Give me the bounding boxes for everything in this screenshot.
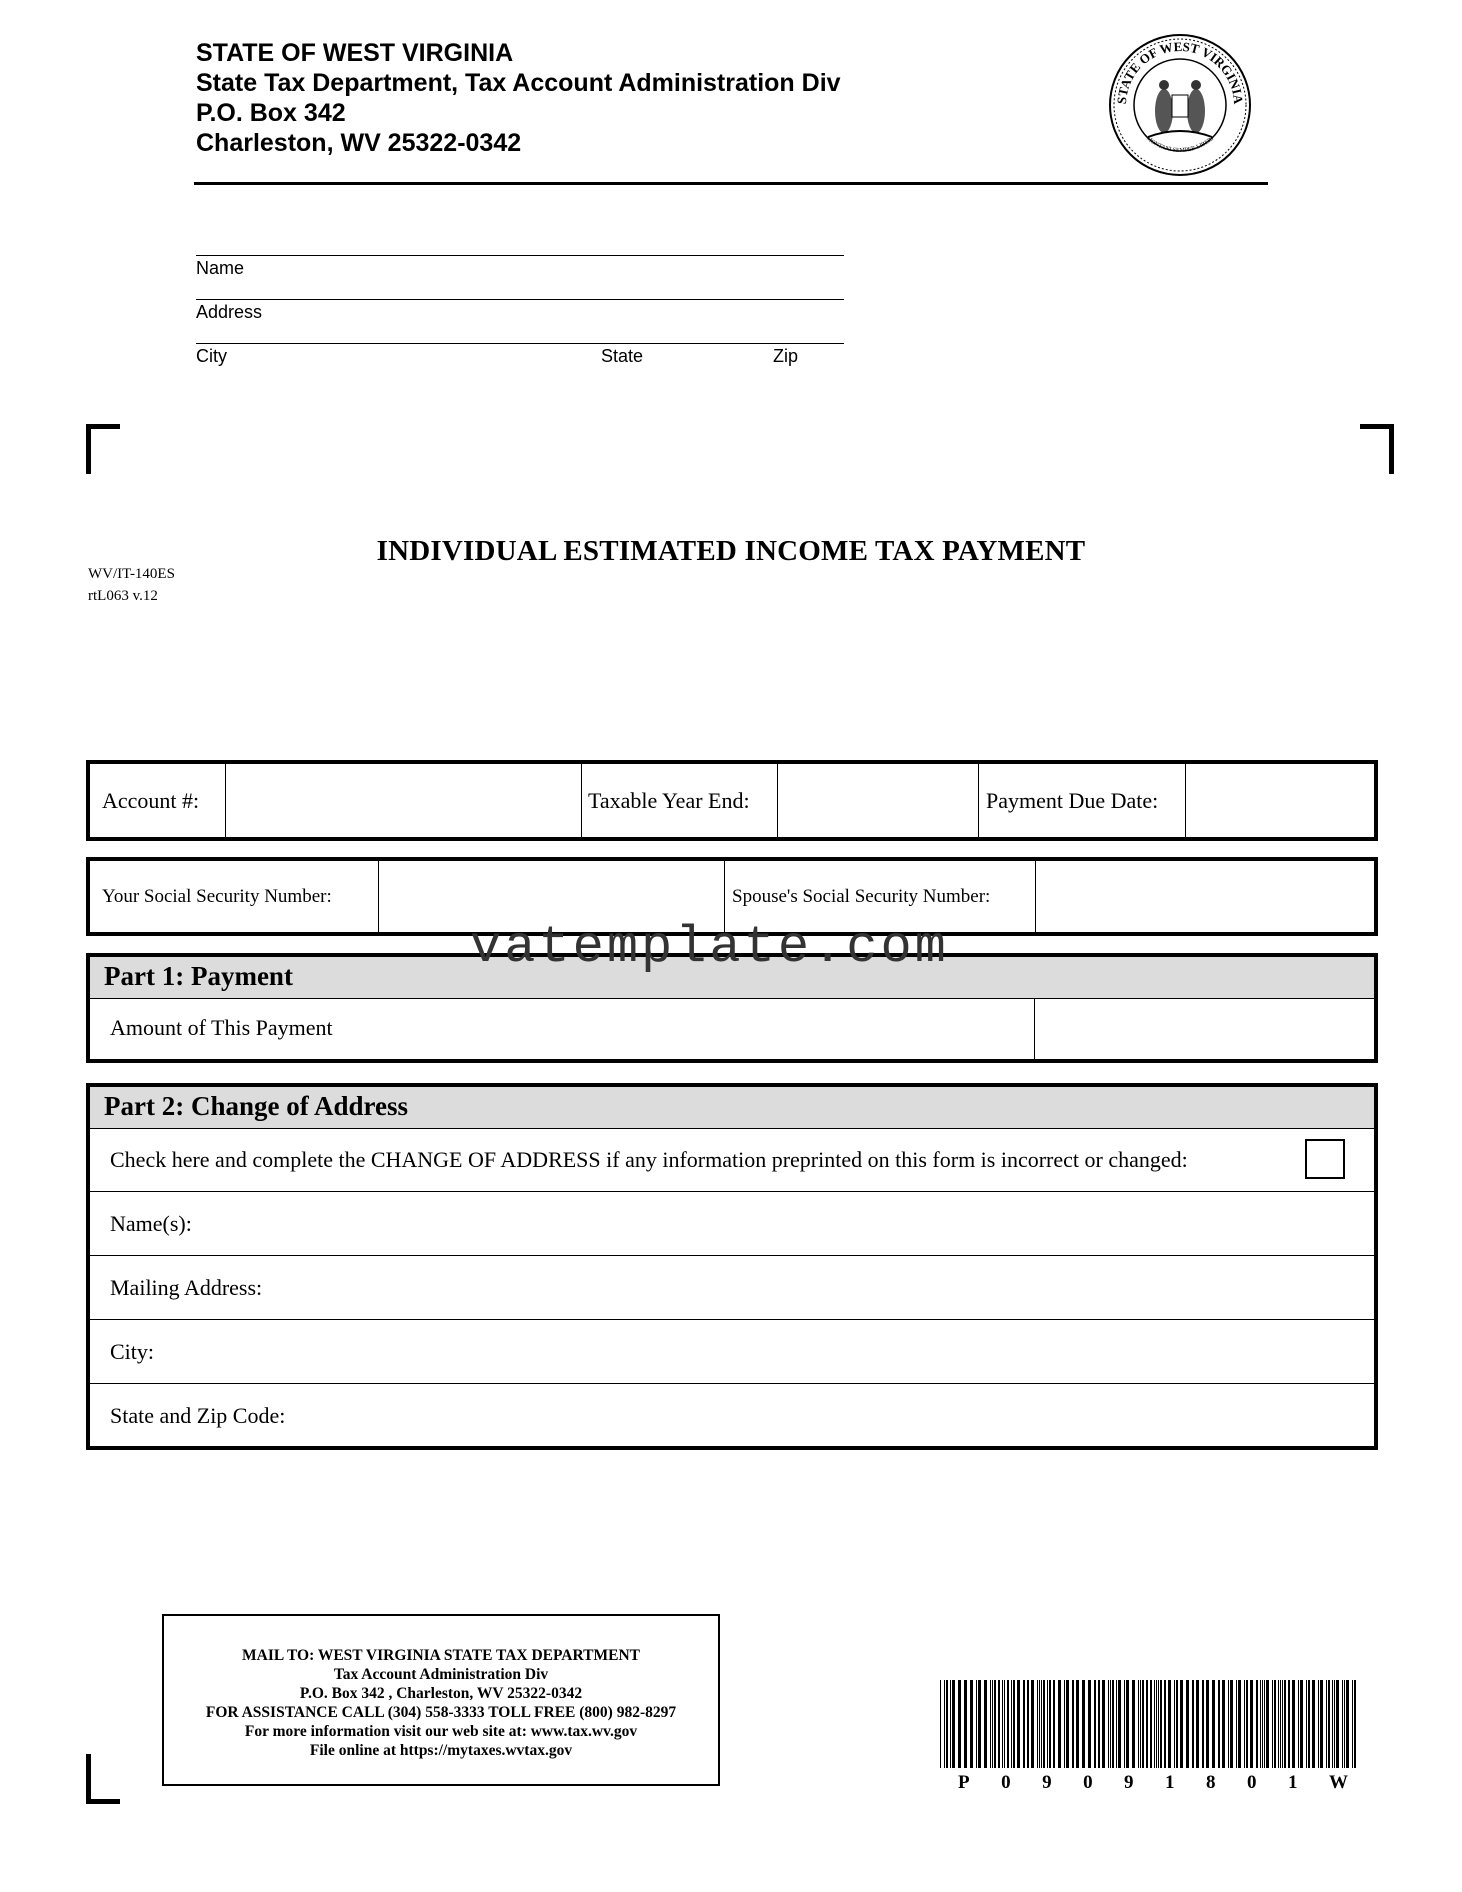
agency-city: Charleston, WV 25322-0342 (196, 129, 522, 157)
barcode-bar (1164, 1680, 1166, 1768)
form-title: INDIVIDUAL ESTIMATED INCOME TAX PAYMENT (376, 535, 1086, 567)
svg-text:MONTANI SEMPER LIBERI (1145, 136, 1215, 154)
barcode-bar (1180, 1680, 1183, 1768)
barcode-bar (990, 1680, 991, 1768)
barcode-char: 0 (1083, 1772, 1093, 1793)
names-label: Name(s): (110, 1211, 192, 1236)
barcode-char: 1 (1165, 1772, 1175, 1793)
barcode-char: P (958, 1772, 970, 1793)
barcode-bar (1118, 1680, 1121, 1768)
barcode-bar (1354, 1680, 1356, 1768)
barcode-bar (1156, 1680, 1157, 1768)
barcode-bar (984, 1680, 987, 1768)
barcode-bar (1238, 1680, 1241, 1768)
barcode-bar (1336, 1680, 1339, 1768)
barcode-bar (1049, 1680, 1051, 1768)
barcode-bar (1272, 1680, 1273, 1768)
mail-to-division: Tax Account Administration Div (333, 1666, 549, 1683)
state-seal-icon (1108, 33, 1252, 177)
city-label-part2: City: (110, 1339, 155, 1364)
agency-po-box: P.O. Box 342 (196, 99, 346, 127)
barcode-bar (1023, 1680, 1025, 1768)
barcode-bar (1150, 1680, 1152, 1768)
barcode-bar (1206, 1680, 1209, 1768)
account-number-field[interactable] (226, 764, 581, 837)
barcode-bar (1264, 1680, 1265, 1768)
barcode-bar (1318, 1680, 1319, 1768)
barcode-bar (1094, 1680, 1096, 1768)
city-field[interactable] (90, 1320, 1374, 1383)
barcode-bar (1102, 1680, 1105, 1768)
barcode-bar (1058, 1680, 1061, 1768)
part2-section (86, 1083, 1378, 1450)
barcode-bar (1312, 1680, 1315, 1768)
barcode-bar (946, 1680, 948, 1768)
barcode-bar (1334, 1680, 1335, 1768)
barcode-bar (1186, 1680, 1189, 1768)
spouse-ssn-field[interactable] (1036, 861, 1374, 932)
barcode-bar (1017, 1680, 1020, 1768)
barcode-bar (1110, 1680, 1111, 1768)
form-number: WV/IT-140ES (88, 566, 175, 582)
barcode-bar (950, 1680, 951, 1768)
barcode-bar (994, 1680, 996, 1768)
barcode-char: W (1328, 1772, 1348, 1793)
account-info-box (86, 760, 1378, 841)
taxable-year-end-field[interactable] (778, 764, 978, 837)
barcode-text (958, 1772, 1348, 1794)
barcode-bar (1176, 1680, 1178, 1768)
barcode-bar (1218, 1680, 1220, 1768)
barcode-bar (1132, 1680, 1135, 1768)
barcode (940, 1680, 1360, 1776)
barcode-bar (992, 1680, 993, 1768)
barcode-bar (1298, 1680, 1299, 1768)
mail-to-box (162, 1614, 720, 1786)
barcode-bar (1043, 1680, 1045, 1768)
barcode-bar (1041, 1680, 1042, 1768)
barcode-bar (1088, 1680, 1091, 1768)
barcode-bar (1288, 1680, 1290, 1768)
barcode-bar (1300, 1680, 1303, 1768)
barcode-bar (1082, 1680, 1085, 1768)
barcode-bar (1344, 1680, 1345, 1768)
part2-title: Part 2: Change of Address (104, 1091, 409, 1121)
barcode-char: 0 (1247, 1772, 1257, 1793)
barcode-bar (940, 1680, 941, 1768)
mailing-address-label: Mailing Address: (110, 1275, 263, 1300)
barcode-char: 9 (1042, 1772, 1052, 1793)
payment-due-date-field[interactable] (1186, 764, 1374, 837)
assistance-phone: FOR ASSISTANCE CALL (304) 558-3333 TOLL FREE (800) 982-8297 (205, 1704, 677, 1721)
barcode-bar (1126, 1680, 1129, 1768)
barcode-bar (1250, 1680, 1253, 1768)
names-field[interactable] (90, 1192, 1374, 1255)
barcode-bar (1266, 1680, 1269, 1768)
barcode-bar (1142, 1680, 1144, 1768)
barcode-bar (1244, 1680, 1245, 1768)
address-label: Address (196, 302, 263, 322)
mailing-address-field[interactable] (90, 1256, 1374, 1319)
taxable-year-end-label: Taxable Year End: (588, 787, 750, 813)
file-online-info: File online at https://mytaxes.wvtax.gov (309, 1742, 573, 1759)
barcode-bar (1138, 1680, 1139, 1768)
city-label: City (196, 346, 227, 366)
account-number-label: Account #: (102, 787, 200, 813)
state-label: State (601, 346, 644, 366)
barcode-bar (1066, 1680, 1069, 1768)
barcode-bar (1072, 1680, 1074, 1768)
barcode-bar (1004, 1680, 1005, 1768)
barcode-char: 0 (1001, 1772, 1011, 1793)
barcode-bar (1278, 1680, 1279, 1768)
barcode-bar (1039, 1680, 1040, 1768)
name-label: Name (196, 258, 245, 278)
barcode-bar (1154, 1680, 1155, 1768)
amount-label: Amount of This Payment (110, 1015, 333, 1040)
city-state-zip-line[interactable] (196, 343, 844, 344)
payment-due-date-label: Payment Due Date: (986, 787, 1159, 813)
barcode-bar (1002, 1680, 1003, 1768)
part1-title: Part 1: Payment (104, 961, 293, 991)
barcode-bar (1053, 1680, 1055, 1768)
form-revision: rtL063 v.12 (88, 588, 158, 604)
mail-to-line: MAIL TO: WEST VIRGINIA STATE TAX DEPARTMENT (242, 1647, 640, 1664)
name-line[interactable] (196, 255, 844, 256)
barcode-bar (1124, 1680, 1125, 1768)
barcode-bar (998, 1680, 1000, 1768)
website-info: For more information visit our web site at: www.tax.wv.gov (244, 1723, 638, 1740)
barcode-bar (1168, 1680, 1171, 1768)
watermark: vatemplate.com (470, 918, 949, 977)
mail-to-address: P.O. Box 342 , Charleston, WV 25322-0342 (299, 1685, 583, 1702)
barcode-bar (1098, 1680, 1100, 1768)
registration-mark-top-left (86, 424, 120, 429)
barcode-bar (1037, 1680, 1038, 1768)
state-zip-field[interactable] (90, 1384, 1374, 1446)
barcode-bar (1196, 1680, 1199, 1768)
header-rule (194, 182, 1268, 185)
barcode-bar (1112, 1680, 1114, 1768)
barcode-bar (1308, 1680, 1310, 1768)
barcode-bar (1174, 1680, 1175, 1768)
barcode-bar (1328, 1680, 1330, 1768)
barcode-bar (1228, 1680, 1229, 1768)
barcode-char: 8 (1206, 1772, 1216, 1793)
address-line[interactable] (196, 299, 844, 300)
barcode-bar (1160, 1680, 1162, 1768)
state-zip-label: State and Zip Code: (110, 1403, 286, 1428)
barcode-bar (1031, 1680, 1034, 1768)
barcode-bar (964, 1680, 967, 1768)
barcode-bar (978, 1680, 981, 1768)
barcode-bar (1306, 1680, 1307, 1768)
registration-mark-bottom-left (86, 1754, 91, 1804)
barcode-bar (1027, 1680, 1029, 1768)
spouse-ssn-label: Spouse's Social Security Number: (732, 885, 991, 907)
agency-name: STATE OF WEST VIRGINIA (196, 39, 514, 67)
barcode-bar (1256, 1680, 1258, 1768)
barcode-bar (1108, 1680, 1109, 1768)
barcode-bar (1146, 1680, 1148, 1768)
zip-label: Zip (773, 346, 799, 366)
barcode-bar (1222, 1680, 1225, 1768)
barcode-bar (1140, 1680, 1141, 1768)
seal-motto: MONTANI SEMPER LIBERI (1144, 135, 1216, 154)
barcode-bar (1352, 1680, 1353, 1768)
barcode-bar (1246, 1680, 1248, 1768)
barcode-bar (1158, 1680, 1159, 1768)
barcode-bar (1260, 1680, 1261, 1768)
barcode-bar (1332, 1680, 1333, 1768)
barcode-bar (1292, 1680, 1295, 1768)
barcode-bar (1346, 1680, 1349, 1768)
barcode-bar (1230, 1680, 1233, 1768)
barcode-bar (1212, 1680, 1215, 1768)
barcode-bar (1282, 1680, 1283, 1768)
barcode-bar (1076, 1680, 1079, 1768)
barcode-char: 9 (1124, 1772, 1134, 1793)
seal-text: STATE OF WEST VIRGINIA (1113, 38, 1247, 105)
barcode-char: 1 (1287, 1772, 1298, 1793)
agency-division: State Tax Department, Tax Account Administration Div (196, 69, 841, 97)
barcode-bar (1342, 1680, 1343, 1768)
your-ssn-label: Your Social Security Number: (102, 885, 332, 907)
barcode-bar (1262, 1680, 1263, 1768)
barcode-bar (1280, 1680, 1281, 1768)
barcode-bar (976, 1680, 977, 1768)
barcode-bar (1064, 1680, 1065, 1768)
barcode-bar (1007, 1680, 1009, 1768)
amount-field[interactable] (1035, 999, 1374, 1059)
barcode-bar (1047, 1680, 1048, 1768)
change-address-check-label: Check here and complete the CHANGE OF ADDRESS if any information preprinted on this form is incorrect or changed: (110, 1147, 1188, 1172)
barcode-bar (970, 1680, 973, 1768)
barcode-bar (1284, 1680, 1286, 1768)
barcode-bar (1236, 1680, 1237, 1768)
barcode-bar (944, 1680, 945, 1768)
barcode-bar (952, 1680, 955, 1768)
barcode-bar (1320, 1680, 1323, 1768)
barcode-bar (1202, 1680, 1204, 1768)
barcode-bar (1011, 1680, 1012, 1768)
barcode-bar (1192, 1680, 1194, 1768)
barcode-bar (1013, 1680, 1015, 1768)
barcode-bar (1326, 1680, 1327, 1768)
barcode-bar (958, 1680, 961, 1768)
barcode-bar (1274, 1680, 1276, 1768)
change-address-checkbox[interactable] (1305, 1139, 1345, 1179)
barcode-bar (1116, 1680, 1117, 1768)
